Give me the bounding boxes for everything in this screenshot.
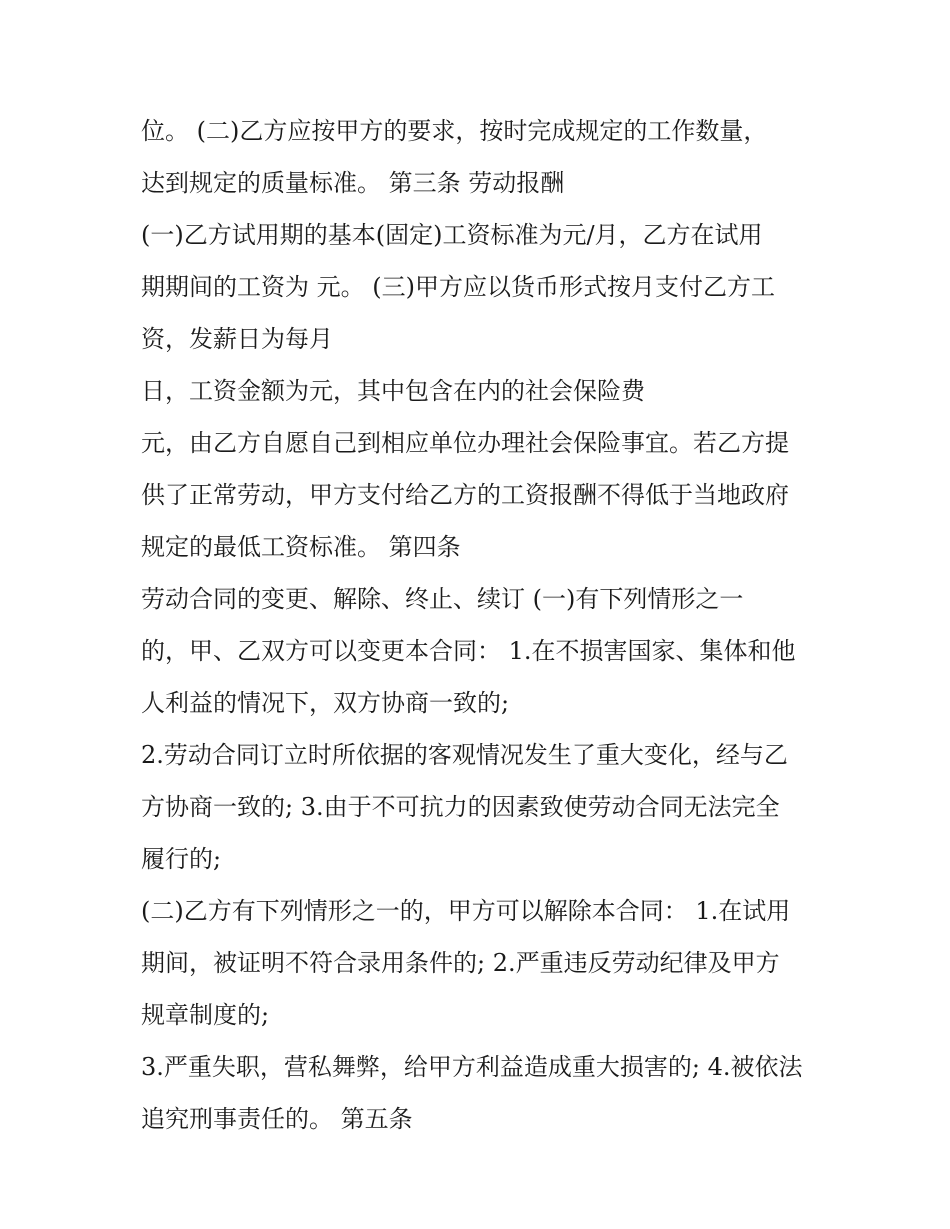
text-line: 方协商一致的; 3.由于不可抗力的因素致使劳动合同无法完全 <box>141 793 780 821</box>
text-line: 位。 (二)乙方应按甲方的要求，按时完成规定的工作数量， <box>141 117 768 145</box>
text-line: (二)乙方有下列情形之一的，甲方可以解除本合同： 1.在试用 <box>141 897 791 925</box>
text-line: 日，工资金额为元，其中包含在内的社会保险费 <box>141 377 645 405</box>
text-line: 规章制度的; <box>141 1001 270 1029</box>
text-line: 劳动合同的变更、解除、终止、续订 (一)有下列情形之一 <box>141 585 744 613</box>
text-line: 追究刑事责任的。 第五条 <box>141 1105 413 1133</box>
text-line: 供了正常劳动，甲方支付给乙方的工资报酬不得低于当地政府 <box>141 481 789 509</box>
text-line: 的，甲、乙双方可以变更本合同： 1.在不损害国家、集体和他 <box>141 637 796 665</box>
text-line: 期间，被证明不符合录用条件的; 2.严重违反劳动纪律及甲方 <box>141 949 780 977</box>
text-line: 3.严重失职，营私舞弊，给甲方利益造成重大损害的; 4.被依法 <box>141 1053 803 1081</box>
text-line: 资，发薪日为每月 <box>141 325 333 353</box>
text-line: 规定的最低工资标准。 第四条 <box>141 533 461 561</box>
text-line: (一)乙方试用期的基本(固定)工资标准为元/月，乙方在试用 <box>141 221 763 249</box>
text-line: 2.劳动合同订立时所依据的客观情况发生了重大变化，经与乙 <box>141 741 788 769</box>
text-line: 元，由乙方自愿自己到相应单位办理社会保险事宜。若乙方提 <box>141 429 789 457</box>
text-line: 期期间的工资为 元。 (三)甲方应以货币形式按月支付乙方工 <box>141 273 775 301</box>
text-line: 达到规定的质量标准。 第三条 劳动报酬 <box>141 169 565 197</box>
text-line: 履行的; <box>141 845 222 873</box>
contract-text-body <box>141 105 821 1145</box>
text-line: 人利益的情况下，双方协商一致的; <box>141 689 510 717</box>
